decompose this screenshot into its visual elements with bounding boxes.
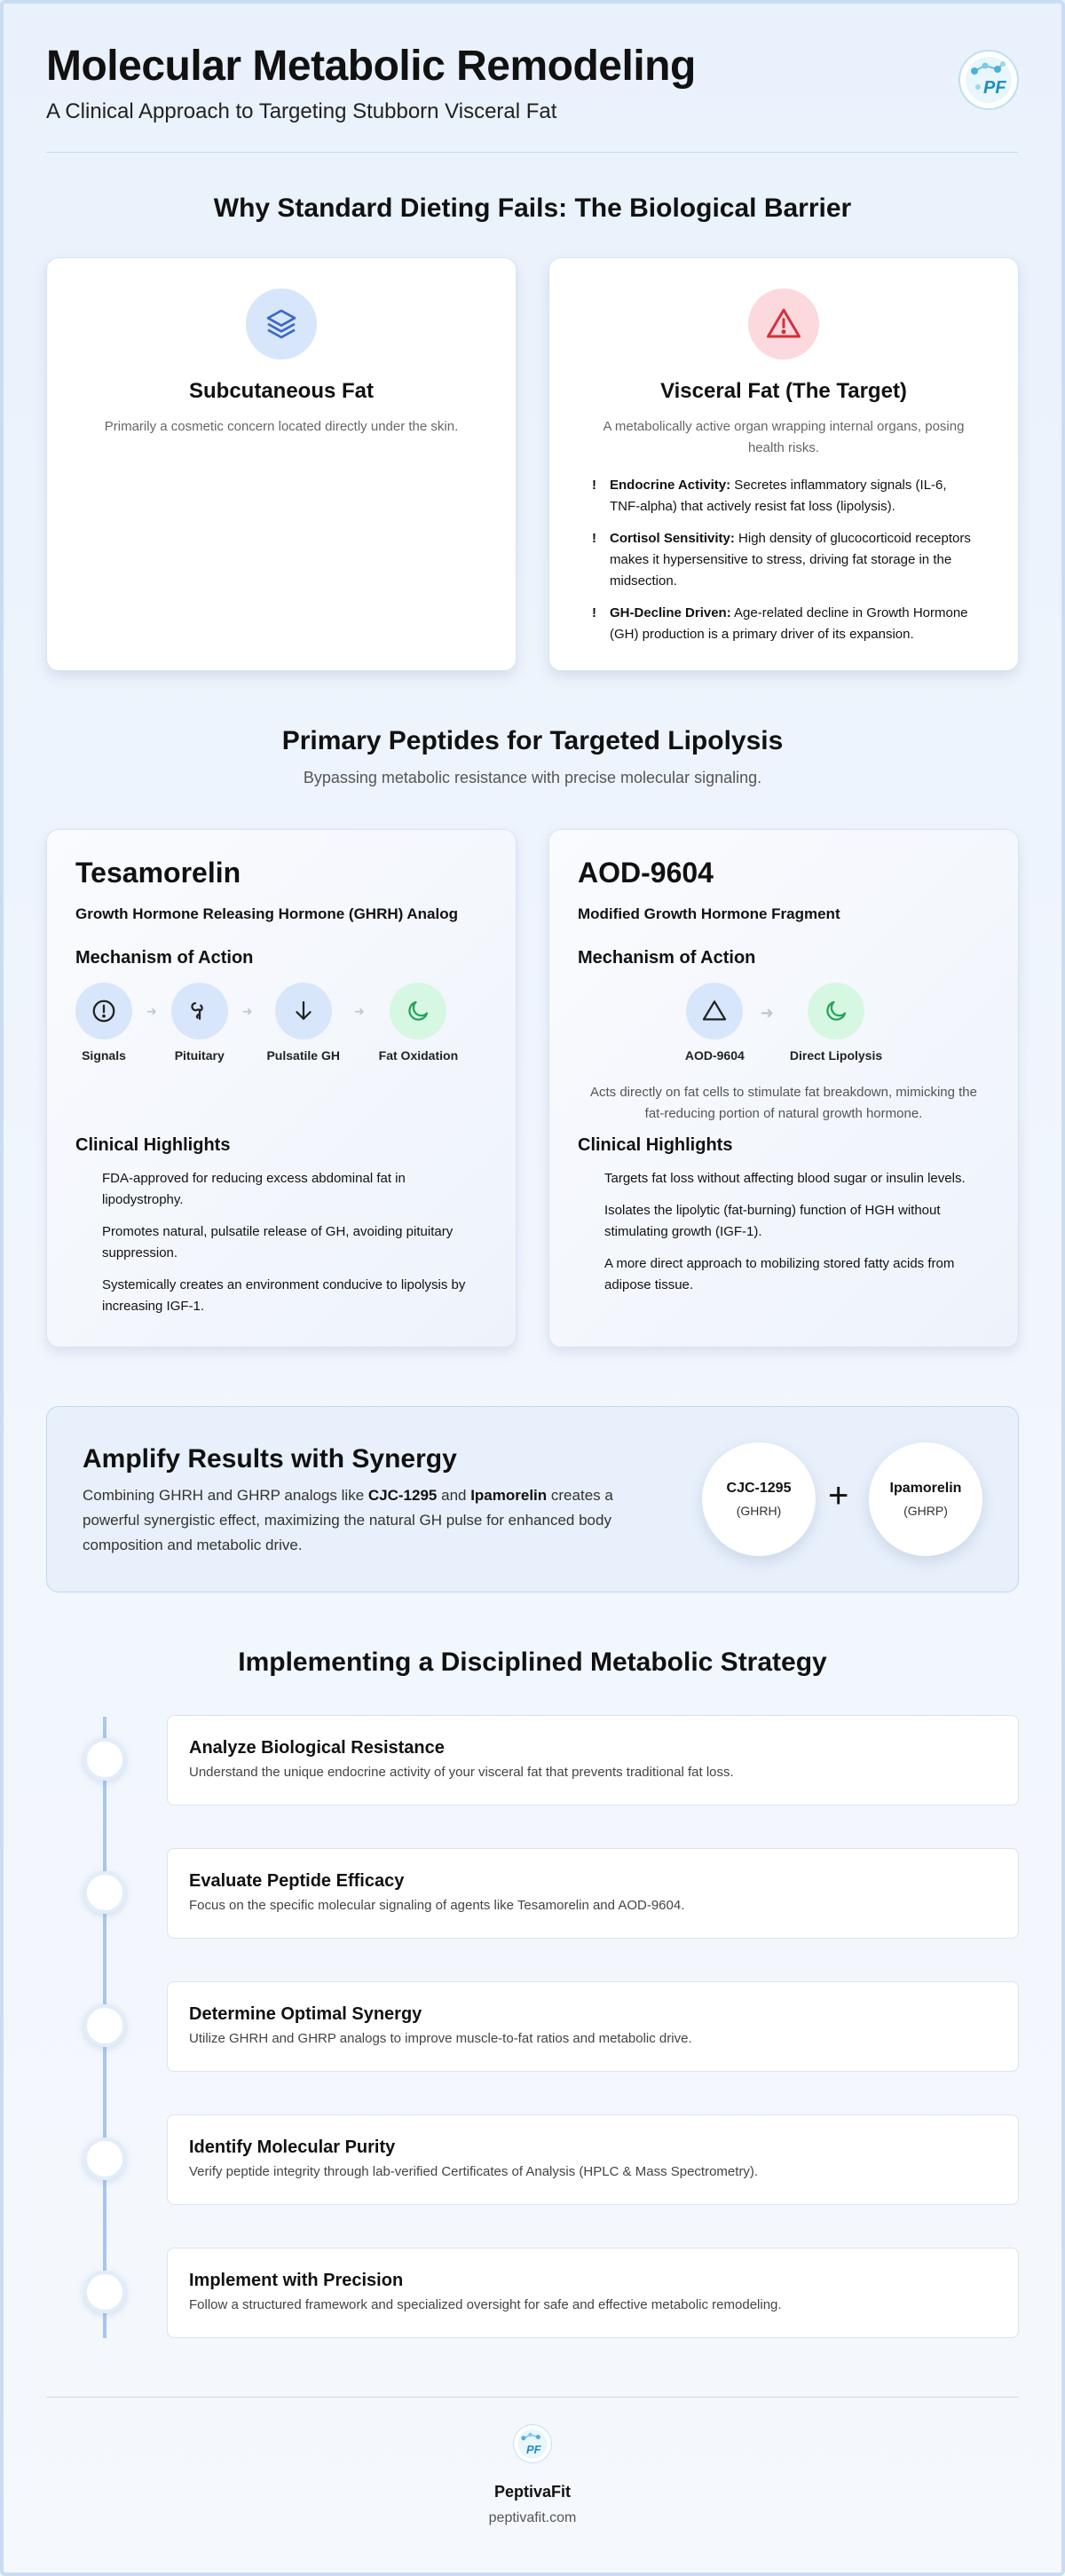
exclamation-icon: !	[592, 605, 596, 620]
tesamorelin-highlights	[102, 1168, 480, 1317]
peptides-section	[46, 726, 1019, 787]
bullet-text: Age-related decline in Growth Hormone (GH) production is a primary driver of its expansion.	[610, 605, 968, 642]
footer-brand: PeptivaFit	[493, 2483, 572, 2501]
visceral-bullet	[592, 528, 974, 592]
mechanism-step-label: AOD-9604	[684, 1048, 745, 1063]
synergy-title: Amplify Results with Synergy	[83, 1444, 457, 1474]
highlight-item: Promotes natural, pulsatile release of GH, avoiding pituitary suppression.	[102, 1224, 454, 1260]
mechanism-step	[75, 983, 132, 1063]
aod-type: Modified Growth Hormone Fragment	[578, 905, 840, 922]
highlight-item: Isolates the lipolytic (fat-burning) function of HGH without stimulating growth (IGF-1).	[604, 1203, 941, 1239]
clinical-title: Clinical Highlights	[75, 1135, 231, 1155]
page-footer	[46, 2397, 1019, 2526]
subcutaneous-card	[46, 257, 517, 671]
mechanism-step	[171, 983, 228, 1063]
synergy-bubble-ipamorelin	[869, 1442, 982, 1556]
brand-logo	[958, 50, 1019, 110]
step-title: Implement with Precision	[189, 2271, 404, 2290]
aod-name: AOD-9604	[578, 857, 714, 889]
exclamation-icon: !	[592, 478, 596, 493]
bullet-label: Endocrine Activity:	[610, 478, 731, 493]
bullet-label: GH-Decline Driven:	[610, 605, 731, 620]
step-desc: Understand the unique endocrine activity of your visceral fat that prevents traditional fat loss.	[189, 1765, 734, 1780]
timeline-dot: 2	[83, 1871, 126, 1914]
flow-arrow-icon: ➜	[353, 1004, 365, 1018]
barrier-section	[46, 194, 1019, 224]
tesamorelin-mechanism-flow	[75, 983, 516, 1063]
bubble-name: CJC-1295	[726, 1481, 792, 1496]
visceral-bullet	[592, 603, 974, 645]
timeline-dot: 1	[83, 1738, 126, 1781]
synergy-text	[83, 1483, 659, 1558]
timeline-dot: 5	[83, 2271, 126, 2313]
tesamorelin-name: Tesamorelin	[75, 857, 241, 889]
plus-icon: +	[828, 1476, 849, 1515]
aod-mechanism-flow	[549, 983, 1018, 1063]
aod-mechanism-desc: Acts directly on fat cells to stimulate fat breakdown, mimicking the fat-reducing portion of natural growth hormone.	[589, 1085, 977, 1121]
layers-icon	[246, 288, 317, 360]
visceral-bullet	[592, 475, 974, 518]
logo-text: PF	[983, 78, 1006, 98]
highlight-item: A more direct approach to mobilizing stored fatty acids from adipose tissue.	[604, 1256, 955, 1292]
footer-logo	[513, 2424, 552, 2463]
flow-arrow-icon: ➜	[146, 1004, 157, 1018]
aod-card	[548, 829, 1019, 1347]
visceral-bullets	[592, 475, 974, 645]
step-desc: Focus on the specific molecular signaling of agents like Tesamorelin and AOD-9604.	[189, 1898, 685, 1913]
pituitary-icon	[171, 983, 228, 1039]
bullet-text: Secretes inflammatory signals (IL-6, TNF-alpha) that actively resist fat loss (lipolysis).	[610, 478, 947, 514]
footer-url-link[interactable]: peptivafit.com	[488, 2510, 577, 2525]
subcutaneous-desc: Primarily a cosmetic concern located directly under the skin.	[104, 419, 459, 434]
step-title: Analyze Biological Resistance	[189, 1738, 445, 1758]
step-title: Identify Molecular Purity	[189, 2137, 396, 2157]
mechanism-step	[790, 983, 882, 1063]
bullet-label: Cortisol Sensitivity:	[610, 531, 735, 546]
synergy-text-part: and	[437, 1487, 471, 1504]
mechanism-step-label: Pituitary	[174, 1048, 225, 1063]
mechanism-step-label: Pulsatile GH	[266, 1048, 340, 1063]
highlight-item: Systemically creates an environment conducive to lipolysis by increasing IGF-1.	[102, 1277, 466, 1314]
mechanism-step-label: Direct Lipolysis	[789, 1048, 883, 1063]
clinical-title: Clinical Highlights	[578, 1135, 733, 1155]
strategy-step-card	[167, 1715, 1019, 1806]
page-subtitle: A Clinical Approach to Targeting Stubborn Visceral Fat	[46, 99, 557, 123]
page-title: Molecular Metabolic Remodeling	[46, 43, 696, 90]
strategy-step-card	[167, 2248, 1019, 2338]
tesamorelin-type: Growth Hormone Releasing Hormone (GHRH) Analog	[75, 905, 459, 922]
exclamation-icon: !	[592, 531, 596, 546]
triangle-icon	[686, 983, 743, 1039]
highlight-item: FDA-approved for reducing excess abdominal fat in lipodystrophy.	[102, 1171, 406, 1207]
flow-arrow-icon: ➜	[760, 1004, 774, 1022]
signal-icon	[75, 983, 132, 1039]
highlight-item: Targets fat loss without affecting blood sugar or insulin levels.	[604, 1171, 966, 1186]
bullet-text: High density of glucocorticoid receptors makes it hypersensitive to stress, driving fat storage in the midsection.	[610, 531, 971, 589]
page-header	[46, 39, 1019, 153]
bubble-type: (GHRP)	[903, 1504, 948, 1518]
mechanism-step	[685, 983, 745, 1063]
mechanism-step	[266, 983, 339, 1063]
synergy-peptide-name: CJC-1295	[367, 1487, 438, 1504]
step-desc: Verify peptide integrity through lab-verified Certificates of Analysis (HPLC & Mass Spectrometry).	[189, 2164, 759, 2179]
arrow-down-icon	[275, 983, 332, 1039]
subcutaneous-title: Subcutaneous Fat	[188, 379, 375, 403]
strategy-section	[46, 1648, 1019, 1678]
synergy-text-part: creates a powerful synergistic effect, maximizing the natural GH pulse for enhanced body composition and metabolic drive.	[83, 1487, 613, 1553]
strategy-step-card	[167, 1848, 1019, 1939]
synergy-bubble-cjc	[702, 1442, 816, 1556]
flow-arrow-icon: ➜	[241, 1004, 253, 1018]
barrier-title: Why Standard Dieting Fails: The Biological Barrier	[213, 194, 852, 223]
footer-logo-text: PF	[526, 2443, 541, 2456]
bubble-type: (GHRH)	[736, 1504, 782, 1518]
peptides-title: Primary Peptides for Targeted Lipolysis	[281, 726, 784, 755]
warning-icon	[748, 288, 819, 360]
mechanism-step	[379, 983, 458, 1063]
mechanism-step-label: Fat Oxidation	[378, 1048, 459, 1063]
step-title: Evaluate Peptide Efficacy	[189, 1871, 405, 1891]
synergy-panel	[46, 1406, 1019, 1592]
synergy-peptide-name: Ipamorelin	[470, 1487, 548, 1504]
visceral-title: Visceral Fat (The Target)	[660, 379, 907, 403]
visceral-desc: A metabolically active organ wrapping internal organs, posing health risks.	[603, 419, 965, 455]
mechanism-title: Mechanism of Action	[75, 948, 254, 968]
step-desc: Follow a structured framework and specialized oversight for safe and effective metabolic remodeling.	[189, 2297, 782, 2312]
strategy-step-card	[167, 2114, 1019, 2205]
aod-highlights	[604, 1168, 982, 1296]
moon-icon	[808, 983, 864, 1039]
strategy-title: Implementing a Disciplined Metabolic Strategy	[238, 1648, 827, 1677]
visceral-card	[548, 257, 1019, 671]
mechanism-step-label: Signals	[82, 1048, 126, 1063]
timeline-dot: 3	[83, 2004, 126, 2047]
moon-icon	[390, 983, 446, 1039]
bubble-name: Ipamorelin	[889, 1481, 962, 1496]
mechanism-title: Mechanism of Action	[578, 948, 756, 968]
strategy-step-card	[167, 1981, 1019, 2072]
peptides-subtitle: Bypassing metabolic resistance with precise molecular signaling.	[303, 769, 762, 786]
step-desc: Utilize GHRH and GHRP analogs to improve muscle-to-fat ratios and metabolic drive.	[189, 2031, 692, 2046]
synergy-text-part: Combining GHRH and GHRP analogs like	[83, 1487, 368, 1504]
step-title: Determine Optimal Synergy	[189, 2004, 422, 2024]
timeline-dot: 4	[83, 2137, 126, 2180]
tesamorelin-card	[46, 829, 517, 1347]
